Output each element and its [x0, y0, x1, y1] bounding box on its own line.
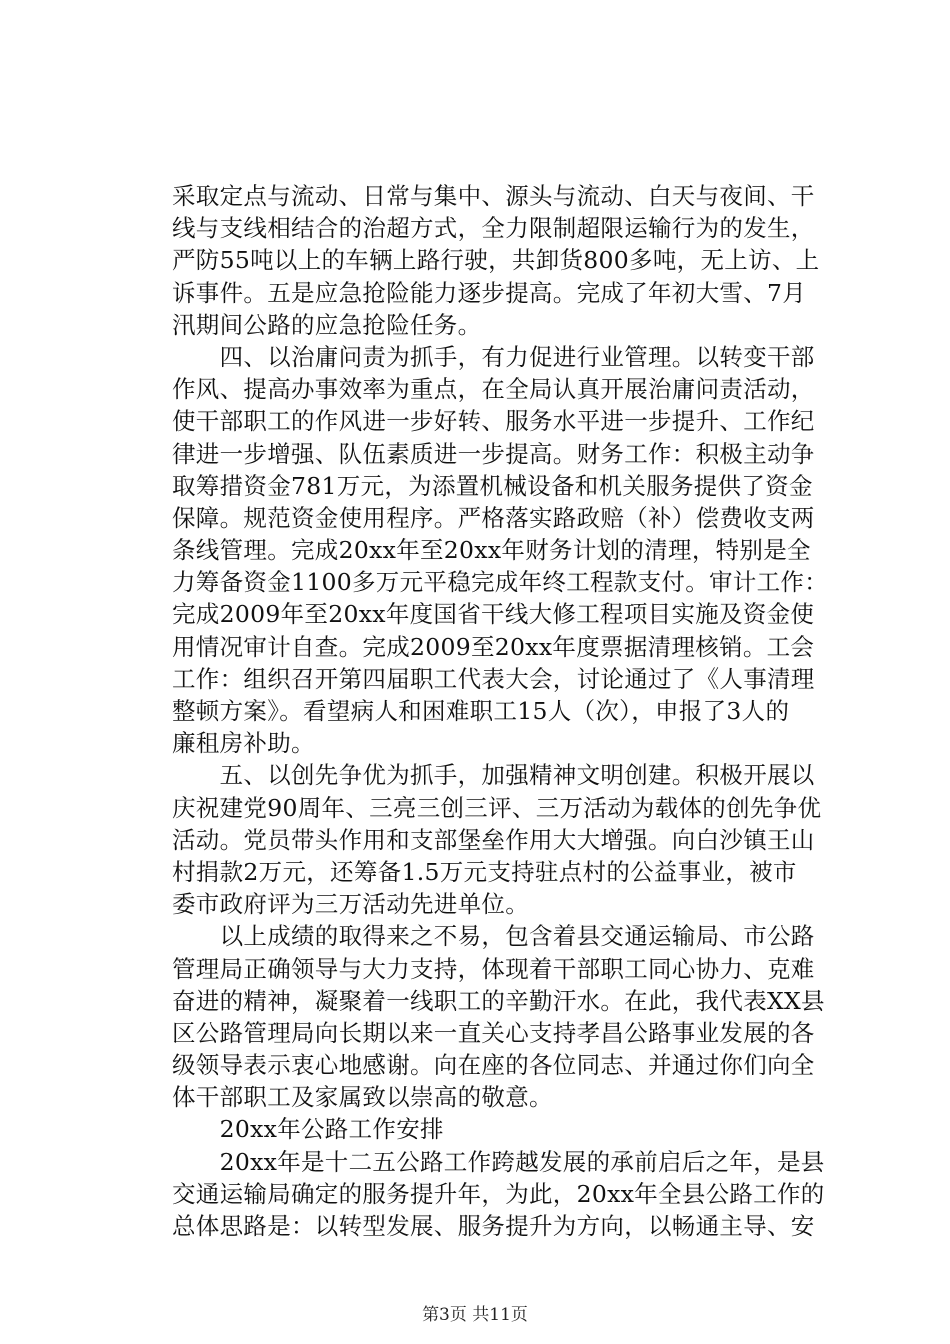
text-line: 体干部职工及家属致以崇高的敬意。	[172, 1083, 553, 1112]
text-line: 廉租房补助。	[172, 729, 315, 758]
text-line: 村捐款2万元，还筹备1.5万元支持驻点村的公益事业，被市	[172, 857, 797, 886]
text-line: 工作：组织召开第四届职工代表大会，讨论通过了《人事清理	[172, 664, 815, 693]
text-line: 整顿方案》。看望病人和困难职工15人（次），申报了3人的	[172, 697, 790, 725]
text-line: 完成2009年至20xx年度国省干线大修工程项目实施及资金使	[172, 600, 815, 629]
text-line: 取筹措资金781万元，为添置机械设备和机关服务提供了资金	[172, 471, 813, 500]
text-line: 条线管理。完成20xx年至20xx年财务计划的清理，特别是全	[172, 536, 811, 565]
text-line: 严防55吨以上的车辆上路行驶，共卸货800多吨，无上访、上	[172, 246, 820, 275]
text-line: 以上成绩的取得来之不易，包含着县交通运输局、市公路	[172, 922, 815, 951]
text-line: 总体思路是：以转型发展、服务提升为方向，以畅通主导、安	[172, 1212, 815, 1240]
text-line: 管理局正确领导与大力支持，体现着干部职工同心协力、克难	[172, 954, 815, 983]
text-line: 交通运输局确定的服务提升年，为此，20xx年全县公路工作的	[172, 1179, 825, 1208]
text-line: 律进一步增强、队伍素质进一步提高。财务工作：积极主动争	[172, 439, 815, 468]
text-line: 使干部职工的作风进一步好转、服务水平进一步提升、工作纪	[172, 407, 815, 436]
page-footer: 第3页 共11页	[422, 1305, 528, 1325]
text-line: 线与支线相结合的治超方式，全力限制超限运输行为的发生，	[172, 214, 815, 243]
body-text	[172, 180, 840, 1242]
text-line: 四、以治庸问责为抓手，有力促进行业管理。以转变干部	[172, 342, 815, 371]
text-line: 奋进的精神，凝聚着一线职工的辛勤汗水。在此，我代表XX县	[172, 986, 825, 1015]
text-line: 诉事件。五是应急抢险能力逐步提高。完成了年初大雪、7月	[172, 278, 807, 307]
text-line: 20xx年公路工作安排	[172, 1115, 444, 1144]
text-line: 用情况审计自查。完成2009至20xx年度票据清理核销。工会	[172, 632, 815, 661]
text-line: 采取定点与流动、日常与集中、源头与流动、白天与夜间、干	[172, 182, 815, 210]
text-line: 保障。规范资金使用程序。严格落实路政赔（补）偿费收支两	[172, 503, 815, 532]
text-line: 20xx年是十二五公路工作跨越发展的承前启后之年，是县	[172, 1147, 825, 1176]
text-line: 汛期间公路的应急抢险任务。	[172, 310, 482, 339]
text-line: 五、以创先争优为抓手，加强精神文明创建。积极开展以	[172, 761, 815, 790]
text-line: 委市政府评为三万活动先进单位。	[172, 890, 529, 919]
text-line: 级领导表示衷心地感谢。向在座的各位同志、并通过你们向全	[172, 1051, 815, 1080]
text-line: 作风、提高办事效率为重点，在全局认真开展治庸问责活动，	[172, 375, 815, 404]
text-line: 力筹备资金1100多万元平稳完成年终工程款支付。审计工作：	[172, 568, 829, 597]
text-line: 庆祝建党90周年、三亮三创三评、三万活动为载体的创先争优	[172, 793, 822, 822]
text-line: 活动。党员带头作用和支部堡垒作用大大增强。向白沙镇王山	[172, 825, 815, 854]
text-line: 区公路管理局向长期以来一直关心支持孝昌公路事业发展的各	[172, 1018, 815, 1047]
